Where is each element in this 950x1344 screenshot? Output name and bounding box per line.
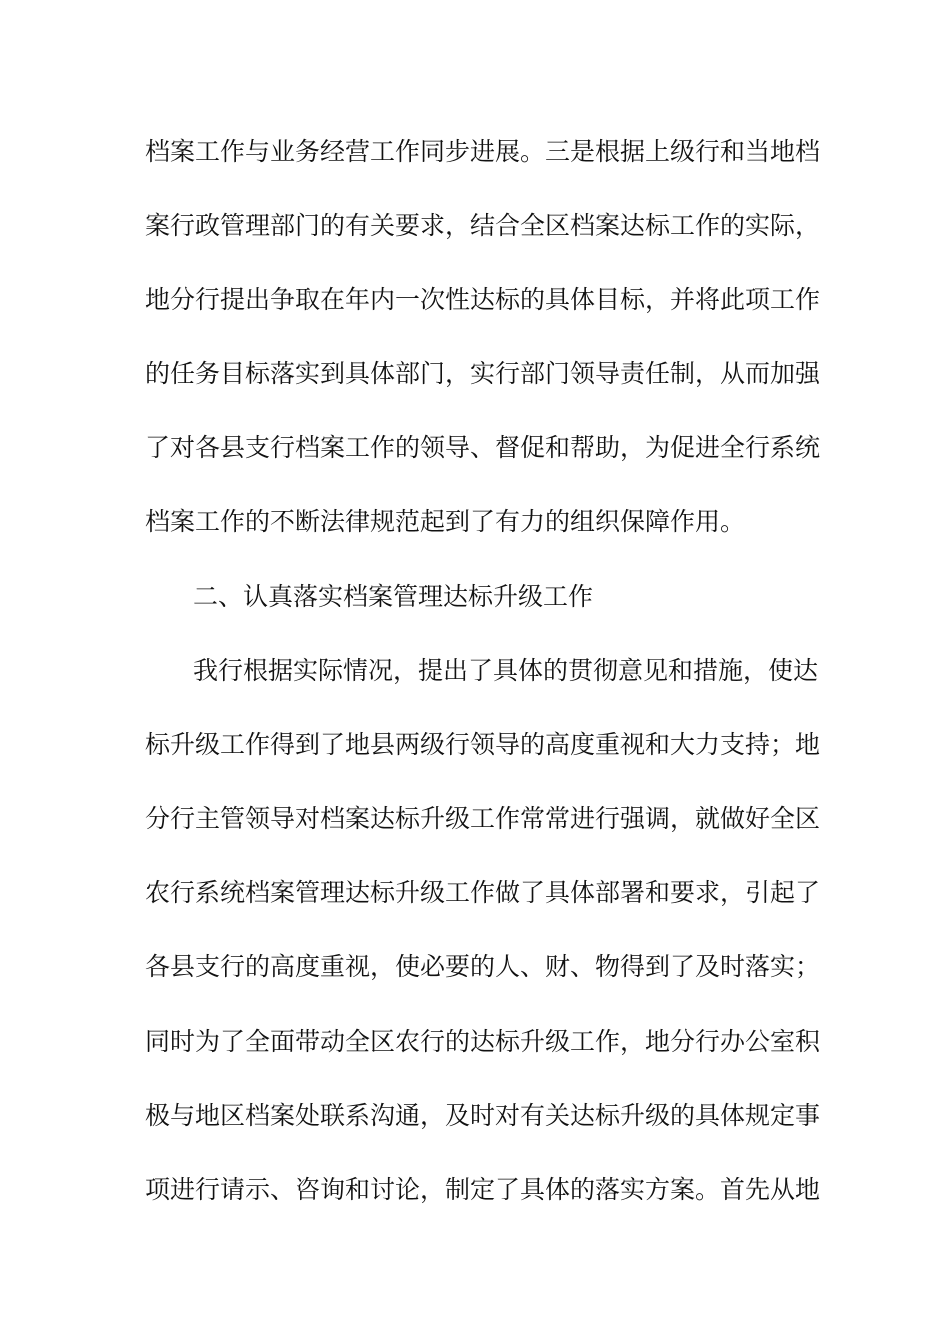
body-text-line: 项进行请示、咨询和讨论，制定了具体的落实方案。首先从地 [145,1175,821,1204]
body-text-line: 的任务目标落实到具体部门，实行部门领导责任制，从而加强 [145,359,821,388]
section-heading: 二、认真落实档案管理达标升级工作 [193,582,594,611]
body-text-line: 我行根据实际情况，提出了具体的贯彻意见和措施，使达 [193,656,819,685]
body-text-line: 案行政管理部门的有关要求，结合全区档案达标工作的实际， [145,211,821,240]
body-text-line: 极与地区档案处联系沟通，及时对有关达标升级的具体规定事 [145,1101,821,1130]
body-text-line: 标升级工作得到了地县两级行领导的高度重视和大力支持；地 [145,730,821,759]
body-text-line: 同时为了全面带动全区农行的达标升级工作，地分行办公室积 [145,1027,821,1056]
body-text-line: 地分行提出争取在年内一次性达标的具体目标，并将此项工作 [145,285,821,314]
body-text-line: 各县支行的高度重视，使必要的人、财、物得到了及时落实； [145,952,821,981]
body-text-line: 分行主管领导对档案达标升级工作常常进行强调，就做好全区 [145,804,821,833]
body-text-line: 了对各县支行档案工作的领导、督促和帮助，为促进全行系统 [145,433,821,462]
body-text-line: 档案工作与业务经营工作同步进展。三是根据上级行和当地档 [145,137,821,166]
body-text-line: 档案工作的不断法律规范起到了有力的组织保障作用。 [145,507,746,536]
body-text-line: 农行系统档案管理达标升级工作做了具体部署和要求，引起了 [145,878,821,907]
